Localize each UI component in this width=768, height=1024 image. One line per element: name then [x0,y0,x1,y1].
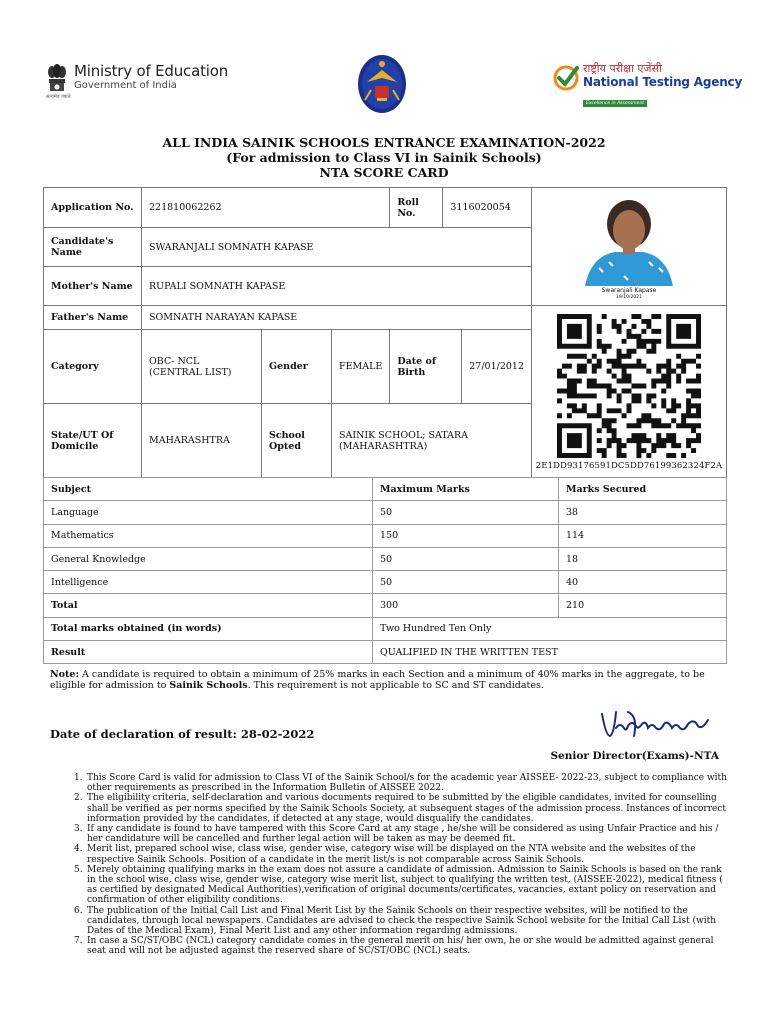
gender-value: FEMALE [332,330,390,404]
candidate-name-label: Candidate's Name [44,228,142,267]
signature-icon [598,706,716,746]
total-label: Total [44,594,373,617]
marks-secured-cell: 18 [559,547,727,570]
list-item: 4. Merit list, prepared school wise, class wise, gender wise, category wise will be displayed on the NTA website and the websites of the respective Sainik Schools. Position of a candidate in the merit list/s is not comparable across Sainik Schools. [74,844,696,865]
header [0,0,768,130]
subject-header: Subject [44,478,373,501]
instruction-text: In case a SC/ST/OBC (NCL) category candidate comes in the general merit on his/ her own, he or she would be admitted against general seat and will not be adjusted against the reserved share of SC/ST/OBC (NCL) seats. [87,936,714,957]
total-row [44,594,727,617]
school-opted-label: School Opted [262,404,332,478]
qr-cell [532,306,727,478]
dob-label: Date of Birth [390,330,462,404]
eligibility-note [50,669,730,691]
gender-label: Gender [262,330,332,404]
subject-cell: General Knowledge [44,547,373,570]
sainik-schools-emblem-icon [355,52,409,114]
instruction-text: If any candidate is found to have tampered with this Score Card at any stage , he/she will be considered as using Unfair Practice and his / her candidature will be cancelled and further legal action will be taken as may be deemed fit. [87,824,719,845]
signatory-title: Senior Director(Exams)-NTA [550,750,719,762]
dob-value: 27/01/2012 [462,330,532,404]
max-marks-cell: 50 [373,571,559,594]
state-value: MAHARASHTRA [142,404,262,478]
marks-secured-header: Marks Secured [559,478,727,501]
marks-secured-cell: 114 [559,524,727,547]
roll-no-value: 3116020054 [443,188,532,228]
marks-table [43,477,727,664]
list-item: 3. If any candidate is found to have tampered with this Score Card at any stage , he/she will be considered as using Unfair Practice and his / her candidature will be cancelled and further legal action will be taken as may be deemed fit. [74,824,719,845]
roll-no-label: Roll No. [390,188,443,228]
candidate-details-table [43,187,727,478]
note-bold-text: Sainik Schools [169,680,248,691]
candidate-name-value: SWARANJALI SOMNATH KAPASE [142,228,532,267]
instruction-text: Merely obtaining qualifying marks in the exam does not assure a candidate of admission. Admission to Sainik Schools is based on the rank in the school wise, class wise, gender wise, category wise merit list, subject to qualifying the written test, (AISSEE-2022), medical fitness ( as certified by designated Medical Authorities),verification of original documents/certificates, vacancies, extant policy on reservation and confirmation of other eligibility conditions. [87,864,723,906]
subject-cell: Language [44,501,373,524]
document-title [0,135,768,180]
mother-name-value: RUPALI SOMNATH KAPASE [142,267,532,306]
nta-logo [553,62,742,108]
photo-caption-date: 19/10/2021 [616,295,642,300]
list-item: 1. This Score Card is valid for admission to Class VI of the Sainik School/s for the academic year AISSEE- 2022-23, subject to compliance with other requirements as prescribed in the Information Bulletin of AISSEE 2022. [74,773,727,794]
declaration-date: Date of declaration of result: 28-02-2022 [50,727,315,741]
father-name-label: Father's Name [44,306,142,330]
ministry-title: Ministry of Education [74,62,228,80]
mother-name-label: Mother's Name [44,267,142,306]
father-name-value: SOMNATH NARAYAN KAPASE [142,306,532,330]
subject-cell: Intelligence [44,571,373,594]
table-row [44,571,727,594]
table-row [44,524,727,547]
max-marks-cell: 50 [373,547,559,570]
instruction-text: The publication of the Initial Call List and Final Merit List by the Sainik Schools on their respective websites, will be notified to the candidates, through local newspapers. Candidates are advised to check the respective Sainik School website for the Initial Call List (with Dates of the Medical Exam), Final Merit List and any other information regarding admissions. [87,905,716,937]
words-row [44,617,727,640]
max-marks-cell: 150 [373,524,559,547]
instruction-text: Merit list, prepared school wise, class wise, gender wise, category wise will be displayed on the NTA website and the websites of the respective Sainik Schools. Position of a candidate in the merit list/s is not comparable across Sainik Schools. [87,844,696,865]
candidate-photo [579,196,679,300]
list-item: 7. In case a SC/ST/OBC (NCL) category candidate comes in the general merit on his/ her own, he or she would be admitted against general seat and will not be adjusted against the reserved share of SC/ST/OBC (NCL) seats. [74,936,714,957]
nta-check-icon [553,62,579,92]
exam-title: ALL INDIA SAINIK SCHOOLS ENTRANCE EXAMINATION-2022 [162,135,606,150]
ministry-motto: सत्यमेव जयते [46,94,71,100]
note-text-1: A candidate is required to obtain a minimum of 25% marks in each Section and a minimum of 40% marks in the aggregate, to be eligible for admission to [50,669,705,691]
result-row [44,641,727,664]
admission-subtitle: (For admission to Class VI in Sainik Schools) [226,150,542,165]
candidate-photo-icon [579,196,679,286]
scorecard-title: NTA SCORE CARD [319,165,449,180]
list-item: 2. The eligibility criteria, self-declaration and various documents required to be submitted by the eligible candidates, invited for counselling shall be verified as per norms specified by the Sainik Schools Society, at subsequent stages of the admission process. Instances of incorrect information provided by the candidates, if detected at any stage, would disqualify the candidates. [74,793,727,824]
ministry-subtitle: Government of India [74,80,177,91]
category-value: OBC- NCL (CENTRAL LIST) [142,330,262,404]
instructions-list [74,773,727,957]
list-item: 5. Merely obtaining qualifying marks in the exam does not assure a candidate of admission. Admission to Sainik Schools is based on the rank in the school wise, class wise, gender wise, category wise merit list, subject to qualifying the written test, (AISSEE-2022), medical fitness ( as certified by designated Medical Authorities),verification of original documents/certificates, vacancies, extant policy on reservation and confirmation of other eligibility conditions. [74,864,723,906]
photo-caption-name: Swaranjali Kapase [601,287,657,294]
ministry-logo [46,62,228,102]
qr-code-text: 2E1DD93176591DC5DD76199362324F2A [535,461,723,471]
school-opted-value: SAINIK SCHOOL; SATARA (MAHARASHTRA) [332,404,532,478]
marks-in-words-label: Total marks obtained (in words) [44,617,373,640]
list-item: 6. The publication of the Initial Call List and Final Merit List by the Sainik Schools on their respective websites, will be notified to the candidates, through local newspapers. Candidates are advised to check the respective Sainik School website for the Initial Call List (with Dates of the Medical Exam), Final Merit List and any other information regarding admissions. [74,905,716,937]
instruction-text: This Score Card is valid for admission to Class VI of the Sainik School/s for the academic year AISSEE- 2022-23, subject to compliance with other requirements as prescribed in the Information Bulletin of AISSEE 2022. [87,773,727,794]
note-label: Note: [50,669,79,680]
total-max-marks: 300 [373,594,559,617]
nta-name: National Testing Agency [583,75,743,89]
marks-secured-cell: 40 [559,571,727,594]
max-marks-header: Maximum Marks [373,478,559,501]
nta-hindi-name: राष्ट्रीय परीक्षा एजेंसी [583,62,662,75]
marks-secured-cell: 38 [559,501,727,524]
photo-cell [532,188,727,306]
table-row [44,547,727,570]
table-row [44,501,727,524]
result-value: QUALIFIED IN THE WRITTEN TEST [373,641,727,664]
subject-cell: Mathematics [44,524,373,547]
category-label: Category [44,330,142,404]
nta-tagline: Excellence in Assessment [583,100,647,107]
instruction-text: The eligibility criteria, self-declaration and various documents required to be submitted by the eligible candidates, invited for counselling shall be verified as per norms specified by the Sainik Schools Society, at subsequent stages of the admission process. Instances of incorrect information provided by the candidates, if detected at any stage, would disqualify the candidates. [87,793,727,824]
max-marks-cell: 50 [373,501,559,524]
application-no-value: 221810062262 [142,188,390,228]
application-no-label: Application No. [44,188,142,228]
state-label: State/UT Of Domicile [44,404,142,478]
result-label: Result [44,641,373,664]
note-text-2: . This requirement is not applicable to SC and ST candidates. [247,680,544,691]
marks-in-words-value: Two Hundred Ten Only [373,617,727,640]
total-marks-secured: 210 [559,594,727,617]
qr-code-icon [557,314,701,458]
